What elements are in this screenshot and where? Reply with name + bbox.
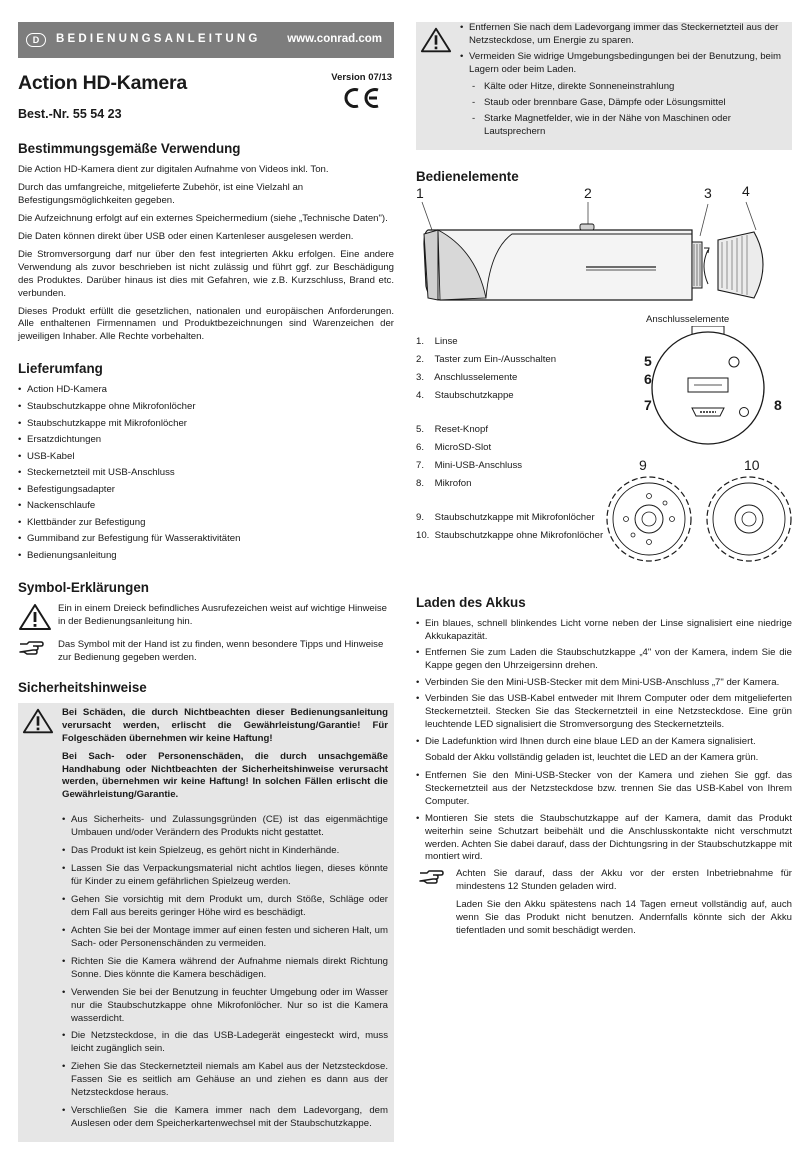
warning-triangle-icon <box>18 603 58 631</box>
list-item: • Verbinden Sie das USB-Kabel entweder mit Ihrem Computer oder dem mitgelieferten Steckernetzteil. Stecken Sie das Steckernetzteil in eine Netzsteckdose. Eine grün leuchtende LED signalisiert die Stromversorgung des Steckernetzteils. <box>416 693 792 732</box>
intended-use-p5: Die Stromversorgung darf nur über den fest integrierten Akku erfolgen. Eine andere Verwendung als zuvor beschrieben ist nicht zulässig und führt ggf. zur Beschädigung des Produktes. Darüber hinaus ist dies mit Gefahren, wie z.B. Kurzschluss, Brand etc. verbunden. <box>18 248 394 299</box>
warning-triangle-icon <box>22 707 56 1136</box>
safety-bold-2: Bei Sach- oder Personenschäden, die durch unsachgemäße Handhabung oder Nichtbeachten der Sicherheitshinweise verursacht werden, übernehmen wir keine Haftung! In solchen Fällen erlischt die Gewährleistung/Garantie. <box>62 750 388 801</box>
list-item: • Action HD-Kamera <box>18 384 394 397</box>
intended-use-p6: Dieses Produkt erfüllt die gesetzlichen, nationalen und europäischen Anforderungen. Alle enthaltenen Firmennamen und Produktbezeichnungen sind Warenzeichen der jeweiligen Inhaber. Alle Rechte vorbehalten. <box>18 305 394 343</box>
symbol-hand-text: Das Symbol mit der Hand ist zu finden, wenn besondere Tipps und Hinweise zur Bedienung gegeben werden. <box>58 638 384 663</box>
cap-label-10: 10 <box>744 456 760 473</box>
order-number: Best.-Nr. 55 54 23 <box>18 107 122 122</box>
header-title: BEDIENUNGSANLEITUNG <box>56 33 261 46</box>
list-item: • Ein blaues, schnell blinkendes Licht vorne neben der Linse signalisiert eine niedrige Akkukapazität. <box>416 618 792 644</box>
list-item: • USB-Kabel <box>18 451 394 464</box>
connector-label-5: 5 <box>644 352 652 369</box>
safety-bold-1: Bei Schäden, die durch Nichtbeachten dieser Bedienungsanleitung verursacht werden, erlischt die Gewährleistung/Garantie! Für Folgeschäden übernehmen wir keine Haftung! <box>62 706 388 744</box>
charging-heading: Laden des Akkus <box>416 594 526 610</box>
header-bar <box>18 22 394 58</box>
charging-list-2 <box>416 770 792 864</box>
language-badge: D <box>26 33 46 47</box>
safety-content <box>56 707 388 1136</box>
list-item: - Starke Magnetfelder, wie in der Nähe von Maschinen oder Lautsprechern <box>472 113 786 139</box>
header-url[interactable]: www.conrad.com <box>287 33 382 46</box>
list-item: • Die Netzsteckdose, in die das USB-Ladegerät eingesteckt wird, muss leicht zugänglich sein. <box>62 1030 388 1056</box>
cap-with-mic-holes-illustration <box>604 474 694 564</box>
control-item-6: 6. MicroSD-Slot <box>416 441 492 453</box>
list-item: • Aus Sicherheits- und Zulassungsgründen (CE) ist das eigenmächtige Umbauen und/oder Verändern des Produkts nicht gestattet. <box>62 814 388 840</box>
cap-label-9: 9 <box>639 456 647 473</box>
list-item: - Kälte oder Hitze, direkte Sonneneinstrahlung <box>472 81 786 94</box>
connector-label-6: 6 <box>644 370 652 387</box>
safety-continued-box <box>416 22 792 150</box>
list-item: • Befestigungsadapter <box>18 484 394 497</box>
warning-triangle-icon <box>420 22 460 142</box>
symbol-warning-row <box>18 603 394 631</box>
pointing-hand-icon <box>416 868 456 943</box>
product-block <box>18 70 394 130</box>
intended-use-p4: Die Daten können direkt über USB oder einen Kartenleser ausgelesen werden. <box>18 230 354 242</box>
list-item: - Staub oder brennbare Gase, Dämpfe oder Lösungsmittel <box>472 97 786 110</box>
control-item-2: 2. Taster zum Ein-/Ausschalten <box>416 353 557 365</box>
camera-illustration <box>416 190 792 320</box>
list-item: • Lassen Sie das Verpackungsmaterial nicht achtlos liegen, dieses könnte für Kinder zu einem gefährlichen Spielzeug werden. <box>62 863 388 889</box>
list-item: • Vermeiden Sie widrige Umgebungsbedingungen bei der Benutzung, beim Lagern oder beim Laden. <box>460 51 786 77</box>
list-item: • Entfernen Sie den Mini-USB-Stecker von der Kamera und ziehen Sie ggf. das Steckernetzteil aus der Netzsteckdose bzw. trennen Sie das USB-Kabel von Ihrem Computer. <box>416 770 792 809</box>
symbol-warning-text: Ein in einem Dreieck befindliches Ausrufezeichen weist auf wichtige Hinweise in der Bedienungsanleitung hin. <box>58 602 388 627</box>
charging-tip-2: Laden Sie den Akku spätestens nach 14 Tagen erneut vollständig auf, auch wenn Sie das Produkt nicht benutzen. Andernfalls könnte sich der Akku tiefentladen und somit beschädigt werden. <box>456 899 792 937</box>
control-item-7: 7. Mini-USB-Anschluss <box>416 459 523 471</box>
list-item: • Gummiband zur Befestigung für Wasseraktivitäten <box>18 533 394 546</box>
charging-full-note: Sobald der Akku vollständig geladen ist, leuchtet die LED an der Kamera grün. <box>425 752 759 764</box>
control-item-9: 9. Staubschutzkappe mit Mikrofonlöcher <box>416 511 595 523</box>
connector-title: Anschlusselemente <box>646 313 730 325</box>
charging-tip <box>416 868 792 943</box>
connector-label-7: 7 <box>644 396 652 413</box>
diagram-label-1: 1 <box>416 184 424 201</box>
list-item: • Staubschutzkappe ohne Mikrofonlöcher <box>18 401 394 414</box>
list-item: • Nackenschlaufe <box>18 500 394 513</box>
ce-icon <box>344 87 384 109</box>
list-item: • Staubschutzkappe mit Mikrofonlöcher <box>18 418 394 431</box>
list-item: • Gehen Sie vorsichtig mit dem Produkt um, durch Stöße, Schläge oder dem Fall aus bereits geringer Höhe wird es beschädigt. <box>62 894 388 920</box>
list-item: • Steckernetzteil mit USB-Anschluss <box>18 467 394 480</box>
safety-continued-content <box>460 22 786 142</box>
list-item: • Ersatzdichtungen <box>18 434 394 447</box>
cap-without-mic-holes-illustration <box>704 474 794 564</box>
intended-use-p3: Die Aufzeichnung erfolgt auf ein externes Speichermedium (siehe „Technische Daten"). <box>18 212 388 224</box>
list-item: • Richten Sie die Kamera während der Aufnahme niemals direkt Richtung Sonne. Dies könnte die Kamera beschädigen. <box>62 956 388 982</box>
list-item: • Das Produkt ist kein Spielzeug, es gehört nicht in Kinderhände. <box>62 845 388 858</box>
controls-diagram <box>416 182 792 594</box>
connector-illustration <box>648 326 768 446</box>
control-item-3: 3. Anschlusselemente <box>416 371 518 383</box>
list-item: • Entfernen Sie zum Laden die Staubschutzkappe „4" von der Kamera, indem Sie die Kappe gegen den Uhrzeigersinn drehen. <box>416 647 792 673</box>
symbol-hand-row <box>18 639 394 665</box>
charging-tip-content <box>456 868 792 943</box>
list-item: • Entfernen Sie nach dem Ladevorgang immer das Steckernetzteil aus der Netzsteckdose, um Energie zu sparen. <box>460 22 786 48</box>
product-name: Action HD-Kamera <box>18 72 188 94</box>
charging-list <box>416 618 792 749</box>
safety-list <box>62 814 388 1131</box>
list-item: • Montieren Sie stets die Staubschutzkappe auf der Kamera, damit das Produkt weiterhin seine Schutzart beibehält und die Anschlusskontakte nicht verschmutzt werden. Achten Sie dabei darauf, dass der Dichtungsring in der Staubschutzkappe mit montiert wird. <box>416 813 792 865</box>
left-column <box>18 22 394 1142</box>
diagram-label-4: 4 <box>742 182 750 199</box>
list-item: • Bedienungsanleitung <box>18 550 394 563</box>
control-item-8: 8. Mikrofon <box>416 477 472 489</box>
list-item: • Ziehen Sie das Steckernetzteil niemals am Kabel aus der Netzsteckdose. Fassen Sie es seitlich am Gehäuse an und ziehen es dann aus der Netzsteckdose heraus. <box>62 1061 388 1100</box>
list-item: • Verbinden Sie den Mini-USB-Stecker mit dem Mini-USB-Anschluss „7" der Kamera. <box>416 677 792 690</box>
connector-label-8: 8 <box>774 396 782 413</box>
safety-cont-list <box>460 22 786 77</box>
list-item: • Die Ladefunktion wird Ihnen durch eine blaue LED an der Kamera signalisiert. <box>416 736 792 749</box>
delivery-heading: Lieferumfang <box>18 361 103 377</box>
control-item-4: 4. Staubschutzkappe <box>416 389 514 401</box>
pointing-hand-icon <box>18 639 58 662</box>
safety-heading: Sicherheitshinweise <box>18 679 147 695</box>
version-label: Version 07/13 <box>331 72 392 83</box>
list-item: • Verwenden Sie bei der Benutzung in feuchter Umgebung oder im Wasser nur die Staubschutzkappe ohne Mikrofonlöcher. Nur so ist die Kamera wasserdicht. <box>62 987 388 1026</box>
controls-heading: Bedienelemente <box>416 168 519 184</box>
list-item: • Klettbänder zur Befestigung <box>18 517 394 530</box>
list-item: • Achten Sie bei der Montage immer auf einen festen und sicheren Halt, um Sach- oder Personenschänden zu vermeiden. <box>62 925 388 951</box>
intended-use-p1: Die Action HD-Kamera dient zur digitalen Aufnahme von Videos inkl. Ton. <box>18 164 329 176</box>
conditions-list <box>460 81 786 139</box>
control-item-5: 5. Reset-Knopf <box>416 423 488 435</box>
safety-box <box>18 703 394 1142</box>
right-column <box>416 22 792 943</box>
symbols-heading: Symbol-Erklärungen <box>18 579 149 595</box>
intended-use-p2: Durch das umfangreiche, mitgelieferte Zubehör, ist eine Vielzahl an Befestigungsmöglichkeiten gegeben. <box>18 182 304 206</box>
control-item-1: 1. Linse <box>416 335 458 347</box>
delivery-list <box>18 384 394 562</box>
list-item: • Verschließen Sie die Kamera immer nach dem Ladevorgang, dem Auslesen oder dem Speicherkartenwechsel mit der Staubschutzkappe. <box>62 1105 388 1131</box>
diagram-label-2: 2 <box>584 184 592 201</box>
intended-use-heading: Bestimmungsgemäße Verwendung <box>18 141 241 156</box>
control-item-10: 10. Staubschutzkappe ohne Mikrofonlöcher <box>416 529 604 541</box>
charging-tip-1: Achten Sie darauf, dass der Akku vor der ersten Inbetriebnahme für mindestens 12 Stunden geladen wird. <box>456 868 792 893</box>
ce-mark-logo <box>344 87 384 117</box>
diagram-label-3: 3 <box>704 184 712 201</box>
